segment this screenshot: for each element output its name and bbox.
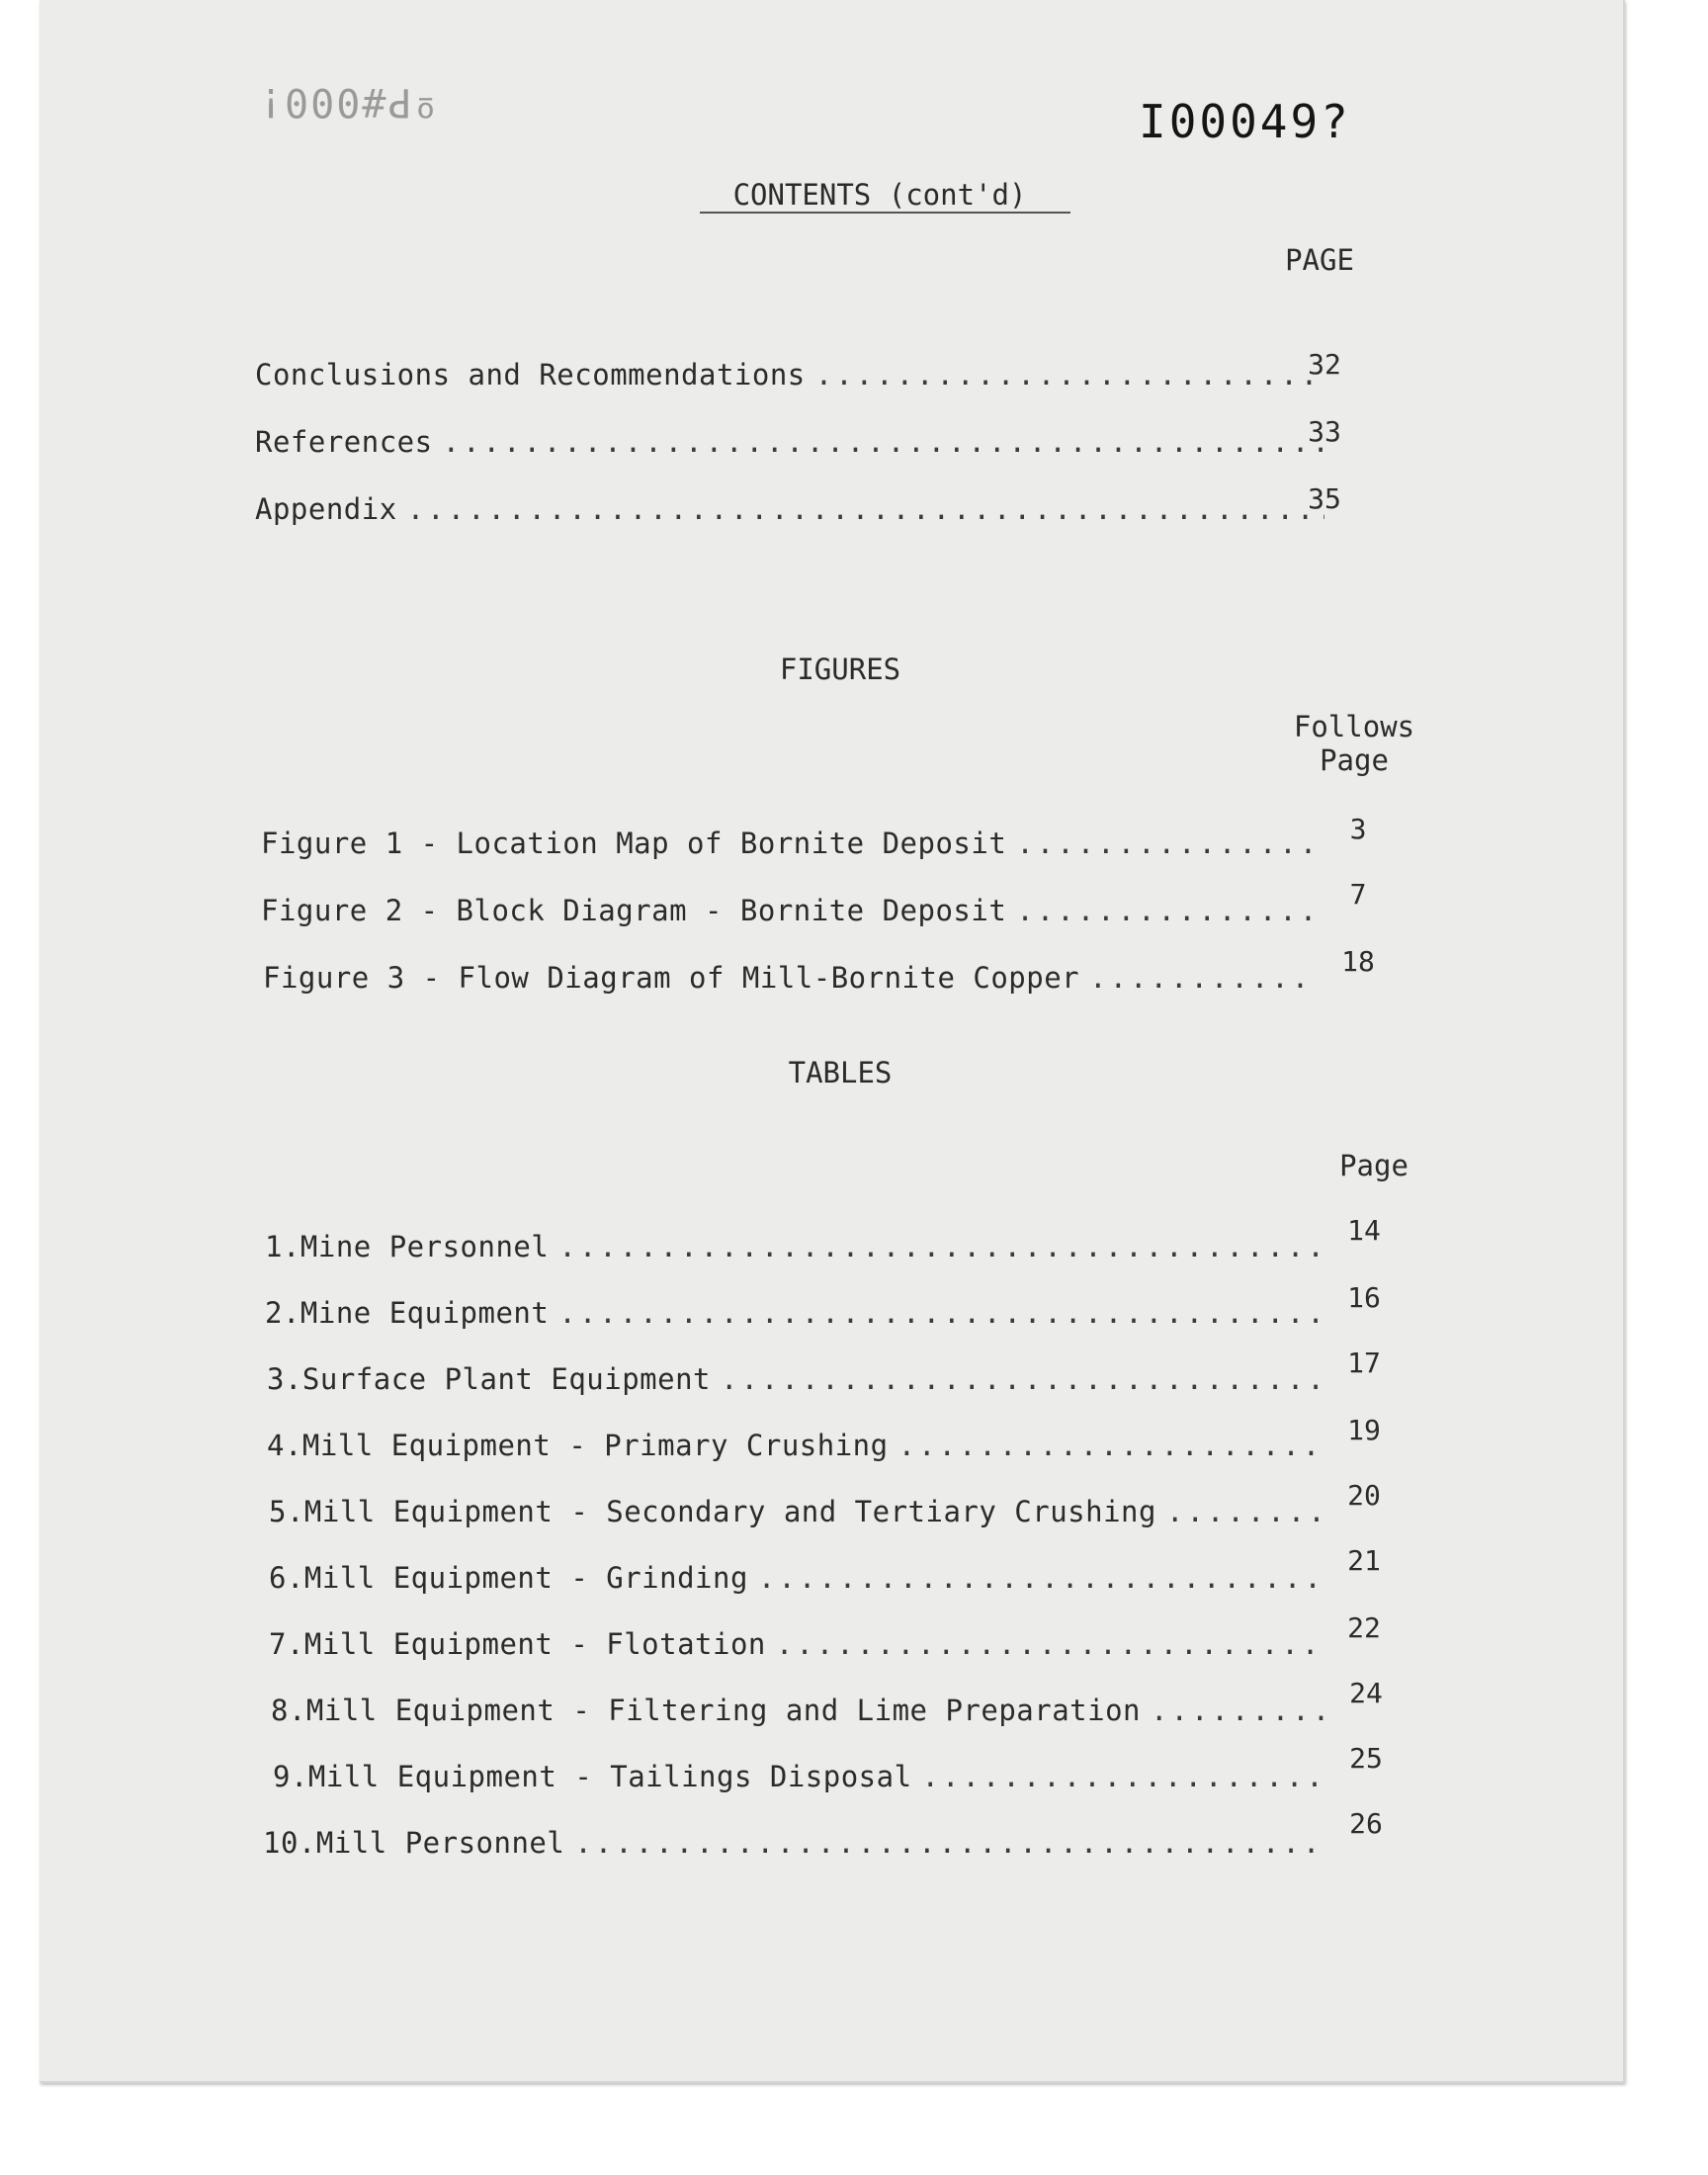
entry-page: 18 — [1341, 945, 1375, 978]
dot-leader — [1166, 1495, 1326, 1528]
entry-label: Mill Equipment - Primary Crushing — [301, 1429, 889, 1462]
dot-leader — [922, 1760, 1328, 1793]
entry-label: Figure 1 - Location Map of Bornite Deposit — [261, 826, 1007, 860]
entry-label: Surface Plant Equipment — [301, 1362, 711, 1396]
entry-label: Mill Equipment - Flotation — [303, 1627, 766, 1661]
document-page — [40, 0, 1625, 2083]
entry-page: 22 — [1347, 1611, 1381, 1644]
dot-leader — [1016, 826, 1317, 860]
figure-entry — [261, 894, 1317, 927]
entry-label: Appendix — [255, 492, 397, 526]
stamp-number-faint: ºP#000! — [257, 79, 438, 125]
stamp-number: I00049? — [1139, 95, 1351, 148]
tables-heading: TABLES — [788, 1056, 893, 1089]
dot-leader — [815, 358, 1324, 392]
entry-number: 7. — [269, 1627, 304, 1661]
entry-page: 20 — [1347, 1479, 1381, 1512]
entry-number: 8. — [271, 1694, 306, 1727]
dot-leader — [443, 425, 1324, 459]
table-entry — [263, 1826, 1328, 1860]
entry-label: References — [255, 425, 433, 459]
table-entry — [271, 1694, 1326, 1727]
entry-label: Mill Equipment - Grinding — [303, 1561, 748, 1595]
entry-number: 2. — [265, 1296, 300, 1330]
dot-leader — [758, 1561, 1326, 1595]
entry-number: 6. — [269, 1561, 304, 1595]
entry-page: 16 — [1347, 1281, 1381, 1314]
entry-number: 9. — [273, 1760, 308, 1793]
entry-number: 4. — [267, 1429, 302, 1462]
figure-entry — [261, 826, 1317, 860]
figure-entry — [263, 961, 1317, 995]
entry-label: Mine Equipment — [299, 1296, 550, 1330]
entry-number: 10. — [263, 1826, 316, 1860]
entry-page: 32 — [1308, 348, 1341, 381]
follows-column-header: Follows — [1293, 710, 1415, 743]
entry-label: Mill Equipment - Filtering and Lime Preparation — [305, 1694, 1142, 1727]
entry-page: 33 — [1308, 415, 1341, 448]
dot-leader — [574, 1826, 1328, 1860]
table-entry — [267, 1362, 1323, 1396]
page-column-header: PAGE — [1285, 243, 1354, 277]
table-entry — [265, 1296, 1323, 1330]
entry-label: Mill Personnel — [315, 1826, 565, 1860]
table-entry — [267, 1429, 1326, 1462]
entry-label: Mill Equipment - Tailings Disposal — [307, 1760, 912, 1793]
table-entry — [269, 1561, 1326, 1595]
dot-leader — [558, 1296, 1323, 1330]
entry-page: 35 — [1308, 482, 1341, 515]
entry-number: 1. — [265, 1230, 300, 1263]
entry-page: 17 — [1347, 1347, 1381, 1379]
entry-page: 26 — [1349, 1807, 1383, 1840]
entry-label: Conclusions and Recommendations — [255, 358, 806, 392]
entry-label: Mine Personnel — [299, 1230, 550, 1263]
dot-leader — [898, 1429, 1326, 1462]
entry-page: 7 — [1349, 878, 1367, 911]
dot-leader — [407, 492, 1324, 526]
title-underline — [700, 212, 1070, 214]
contents-entry — [255, 425, 1324, 459]
dot-leader — [1089, 961, 1317, 995]
contents-title: CONTENTS (cont'd) — [732, 178, 1027, 212]
entry-number: 3. — [267, 1362, 302, 1396]
table-entry — [273, 1760, 1328, 1793]
entry-page: 19 — [1347, 1414, 1381, 1446]
table-entry — [269, 1627, 1326, 1661]
entry-page: 3 — [1349, 813, 1367, 845]
dot-leader — [1151, 1694, 1326, 1727]
dot-leader — [721, 1362, 1323, 1396]
figures-heading: FIGURES — [779, 652, 901, 686]
entry-page: 14 — [1347, 1214, 1381, 1247]
entry-label: Mill Equipment - Secondary and Tertiary Crushing — [303, 1495, 1156, 1528]
entry-number: 5. — [269, 1495, 304, 1528]
entry-page: 24 — [1349, 1677, 1383, 1709]
entry-page: 21 — [1347, 1544, 1381, 1577]
contents-entry — [255, 492, 1324, 526]
entry-page: 25 — [1349, 1742, 1383, 1775]
table-entry — [265, 1230, 1323, 1263]
table-entry — [269, 1495, 1326, 1528]
dot-leader — [558, 1230, 1323, 1263]
dot-leader — [1016, 894, 1317, 927]
entry-label: Figure 2 - Block Diagram - Bornite Deposit — [261, 894, 1007, 927]
entry-label: Figure 3 - Flow Diagram of Mill-Bornite Copper — [263, 961, 1080, 995]
contents-entry — [255, 358, 1324, 392]
page-column-header: Page — [1339, 1149, 1409, 1182]
page-column-header: Page — [1320, 743, 1389, 777]
dot-leader — [776, 1627, 1326, 1661]
